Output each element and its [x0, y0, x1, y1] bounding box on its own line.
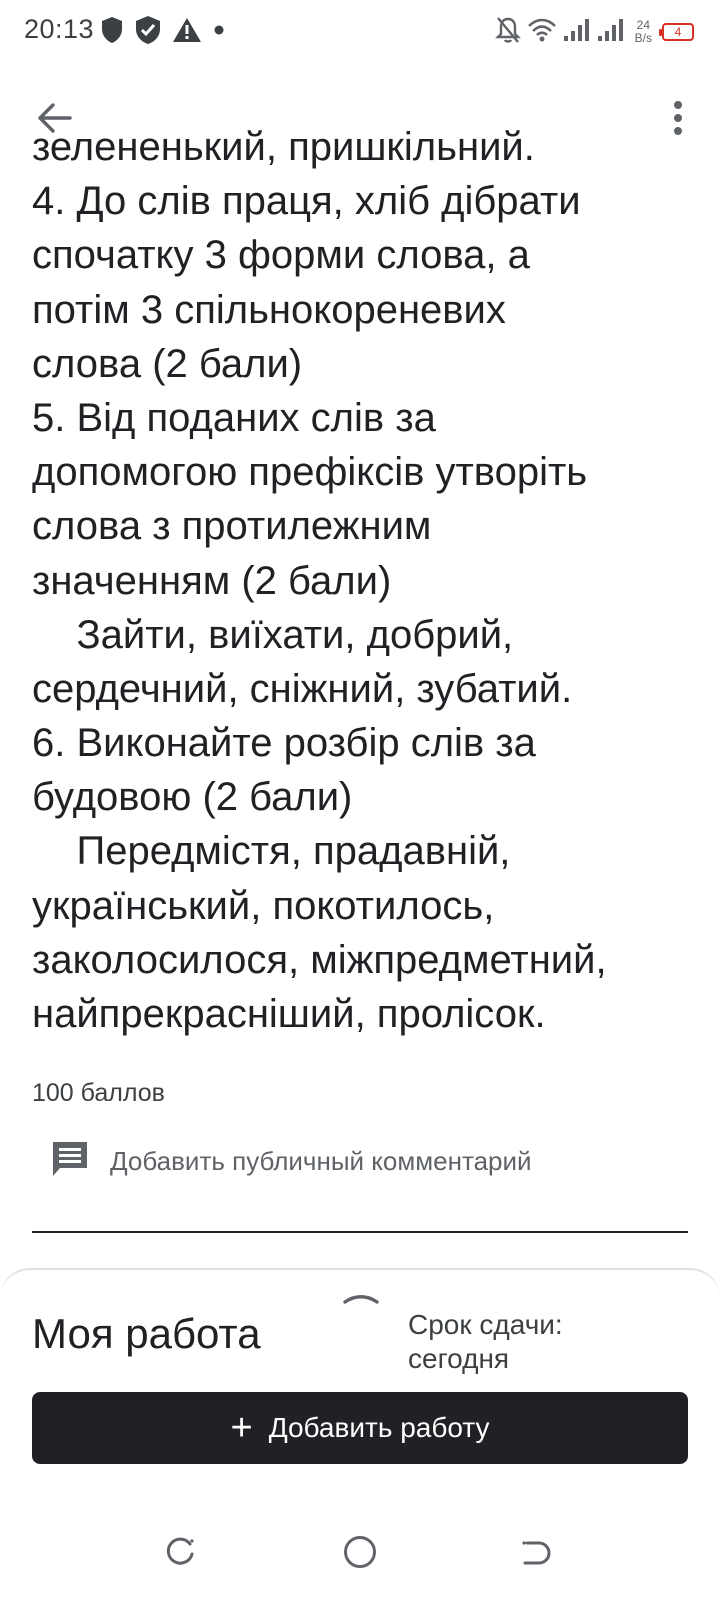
status-left-icons — [100, 16, 226, 48]
plus-icon: + — [230, 1407, 253, 1449]
my-work-title: Моя работа — [32, 1310, 261, 1357]
network-speed-value: 24 — [636, 18, 650, 32]
task-line: слова (2 бали) — [32, 341, 303, 386]
shield-check-icon — [134, 15, 162, 50]
task-content[interactable] — [0, 125, 720, 1124]
battery-icon — [662, 23, 694, 41]
back-icon — [519, 1535, 553, 1574]
due-label: Срок сдачи: — [408, 1309, 563, 1340]
nav-home-button[interactable] — [336, 1530, 384, 1578]
task-line: допомогою префіксів утворіть — [32, 450, 588, 495]
status-bar — [0, 0, 720, 66]
shield-icon — [100, 16, 124, 49]
status-right-icons — [495, 14, 694, 50]
task-line: будовою (2 бали) — [32, 775, 353, 820]
due-date — [408, 1308, 563, 1376]
add-work-label: Добавить работу — [268, 1412, 490, 1443]
task-line: Зайти, виїхати, добрий, — [32, 612, 514, 657]
bell-off-icon — [495, 16, 521, 49]
dot-icon — [212, 23, 226, 42]
nav-back-button[interactable] — [512, 1530, 560, 1578]
warning-icon — [172, 17, 202, 48]
task-line: сердечний, сніжний, зубатий. — [32, 666, 573, 711]
task-line: український, покотилось, — [32, 883, 495, 928]
task-line: найпрекрасніший, пролісок. — [32, 992, 546, 1036]
task-line: 5. Від поданих слів за — [32, 395, 436, 440]
chevron-up-icon[interactable] — [341, 1290, 381, 1306]
task-line: значенням (2 бали) — [32, 558, 392, 603]
add-comment-label: Добавить публичный комментарий — [110, 1145, 532, 1176]
task-line: заколосилося, міжпредметний, — [32, 937, 607, 982]
task-description — [32, 120, 712, 1041]
add-comment-button[interactable] — [50, 1138, 532, 1184]
task-line: зелененький, пришкільний. — [32, 125, 535, 169]
task-line: Передмістя, прадавній, — [32, 829, 511, 874]
add-work-button[interactable] — [32, 1392, 688, 1464]
system-nav-bar — [0, 1510, 720, 1600]
nav-recents-button[interactable] — [156, 1530, 204, 1578]
task-line: потім 3 спільнокореневих — [32, 287, 506, 332]
signal-icon — [563, 18, 591, 47]
signal-icon — [597, 18, 625, 47]
network-speed-unit: B/s — [634, 31, 652, 45]
home-icon — [342, 1534, 378, 1575]
task-line: спочатку 3 форми слова, а — [32, 233, 530, 278]
divider — [32, 1231, 688, 1233]
due-value: сегодня — [408, 1343, 510, 1374]
task-line: слова з протилежним — [32, 504, 432, 549]
recents-icon — [163, 1535, 197, 1574]
task-line: 6. Виконайте розбір слів за — [32, 721, 536, 766]
battery-level: 4 — [674, 25, 682, 39]
task-line: 4. До слів праця, хліб дібрати — [32, 179, 581, 224]
status-time: 20:13 — [24, 14, 95, 44]
comment-icon — [50, 1139, 90, 1184]
wifi-icon — [527, 17, 557, 48]
task-points: 100 баллов — [32, 1079, 165, 1107]
network-speed — [635, 19, 652, 45]
